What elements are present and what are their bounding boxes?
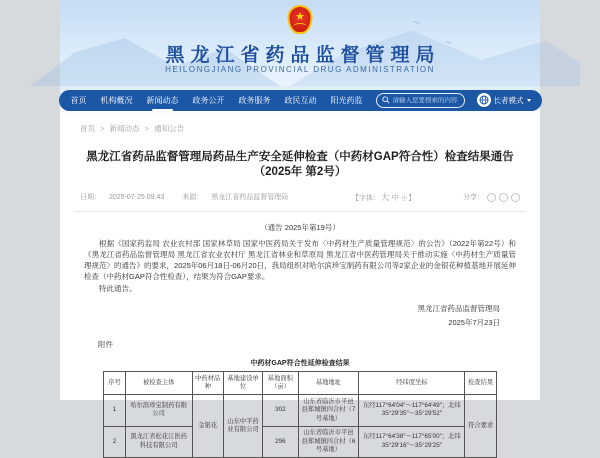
breadcrumb-news[interactable]: 新闻动态 (109, 124, 140, 133)
article-meta (74, 189, 526, 212)
page (60, 0, 540, 453)
col-entity: 被检查主体 (125, 372, 192, 395)
table-row (104, 395, 497, 427)
cell-address: 山东省临沂市平邑县郑城镇四合村（6号基地） (298, 426, 359, 458)
col-area: 基地面积（亩） (263, 372, 298, 395)
cell-coords: 东经117°64′38″～117°65′00″；北纬35°29′16″～35°29′25″ (359, 426, 465, 458)
article-paragraph: 根据《国家药监局 农业农村部 国家林草局 国家中医药局关于发布〈中药材生产质量管理规范〉的公告》（2022年第22号）和《黑龙江省药品监督管理局 黑龙江省农业农村厅 黑龙江省林业和草原局 黑龙江省中医药管理局关于推动实施〈中药材生产质量管理规范〉的通告》的要求，2025年06月18日-06月20日，我局组织对哈尔滨珍宝制药有限公司等2家企业的金银花种植基地开展延伸检查（中药材GAP符合性检查），结果为符合GAP要求。 (84, 239, 516, 281)
table-header-row (104, 372, 497, 395)
share-icon-2[interactable] (499, 193, 508, 202)
share-label: 分享： (463, 194, 484, 201)
nav-item-gov-service[interactable]: 政务服务 (238, 95, 271, 105)
signoff-block (84, 303, 516, 328)
site-banner (60, 0, 540, 86)
source-label: 来源： (182, 194, 204, 201)
cell-area: 302 (263, 395, 298, 427)
date-label: 日期： (80, 194, 101, 201)
cell-result: 符合要求 (465, 395, 496, 458)
article-body (60, 212, 540, 350)
cell-seq: 1 (104, 395, 126, 427)
cell-variety: 金银花 (192, 395, 223, 458)
nav-zone (60, 86, 540, 114)
col-address: 基地地址 (298, 372, 359, 395)
cell-builder: 山东中平药业有限公司 (223, 395, 262, 458)
elder-mode-label: 长者模式 (493, 95, 524, 105)
font-size-large-button[interactable]: 大 (380, 192, 390, 202)
nav-item-news[interactable]: 新闻动态 (146, 92, 180, 109)
article-closing: 特此通告。 (99, 284, 137, 293)
result-table (103, 371, 497, 458)
meta-date-source (80, 192, 304, 202)
font-size-medium-button[interactable]: 中 (391, 193, 399, 202)
nav-item-gov-open[interactable]: 政务公开 (192, 95, 225, 105)
cell-area: 296 (263, 426, 298, 458)
signoff-org: 黑龙江省药品监督管理局 (417, 304, 500, 313)
notice-number: （通告 2025年第19号） (260, 223, 340, 232)
elder-mode-button[interactable] (477, 93, 531, 107)
share-icon-1[interactable] (487, 193, 496, 202)
attachment-label: 附件 (98, 340, 113, 349)
breadcrumb-home[interactable]: 首页 (80, 124, 95, 133)
cell-seq: 2 (104, 426, 126, 458)
search-icon (382, 96, 390, 104)
col-builder: 基地建设单位 (223, 372, 262, 395)
emblem-star: ★ (295, 11, 305, 23)
font-size-controls (352, 191, 416, 203)
page-title: 黑龙江省药品监督管理局药品生产安全延伸检查（中药材GAP符合性）检查结果通告（2025年 第2号） (86, 151, 514, 178)
breadcrumb (60, 114, 540, 138)
breadcrumb-notices[interactable]: 通知公告 (154, 124, 185, 133)
cell-entity: 黑龙江省松花江医药科技有限公司 (125, 426, 192, 458)
source-value: 黑龙江省药品监督管理局 (211, 194, 289, 201)
cell-address: 山东省临沂市平邑县郑城镇四合村（7号基地） (298, 395, 359, 427)
breadcrumb-separator: > (144, 124, 150, 133)
table-title: 中药材GAP符合性延伸检查结果 (250, 360, 350, 367)
font-size-small-button[interactable]: 小 (400, 195, 408, 202)
font-label: 【字体： (351, 195, 380, 202)
signoff-date: 2025年7月23日 (448, 318, 500, 327)
col-result: 检查结果 (465, 372, 496, 395)
col-seq: 序号 (104, 372, 126, 395)
search-box[interactable] (376, 93, 465, 108)
table-row (104, 426, 497, 458)
publish-date: 2025-07-25 09:43 (109, 194, 165, 201)
nav-item-sunshine[interactable]: 阳光药监 (330, 95, 363, 105)
nav-item-interaction[interactable]: 政民互动 (284, 95, 317, 105)
search-input[interactable] (393, 97, 459, 104)
share-controls (463, 192, 520, 202)
bird-decoration: 〜 (413, 20, 420, 27)
cell-coords: 东经117°64′04″～117°64′49″；北纬35°29′35″～35°29′52″ (359, 395, 465, 427)
nav-item-overview[interactable]: 机构概况 (100, 95, 133, 105)
globe-icon (477, 93, 491, 107)
font-label-suffix: 】 (408, 195, 416, 202)
share-icon-3[interactable] (511, 193, 520, 202)
national-emblem-icon (288, 5, 313, 34)
breadcrumb-separator: > (100, 124, 105, 133)
bird-decoration: 〜 (445, 40, 452, 47)
nav-item-home[interactable]: 首页 (70, 95, 87, 105)
col-coords: 经纬度坐标 (359, 372, 465, 395)
site-title: 黑龙江省药品监督管理局 (165, 45, 441, 66)
cell-entity: 哈尔滨珍宝制药有限公司 (125, 395, 192, 427)
chevron-down-icon (527, 99, 531, 102)
main-navbar (59, 90, 542, 111)
site-subtitle: HEILONGJIANG PROVINCIAL DRUG ADMINISTRATION (165, 65, 435, 74)
col-variety: 中药材品种 (192, 372, 223, 395)
